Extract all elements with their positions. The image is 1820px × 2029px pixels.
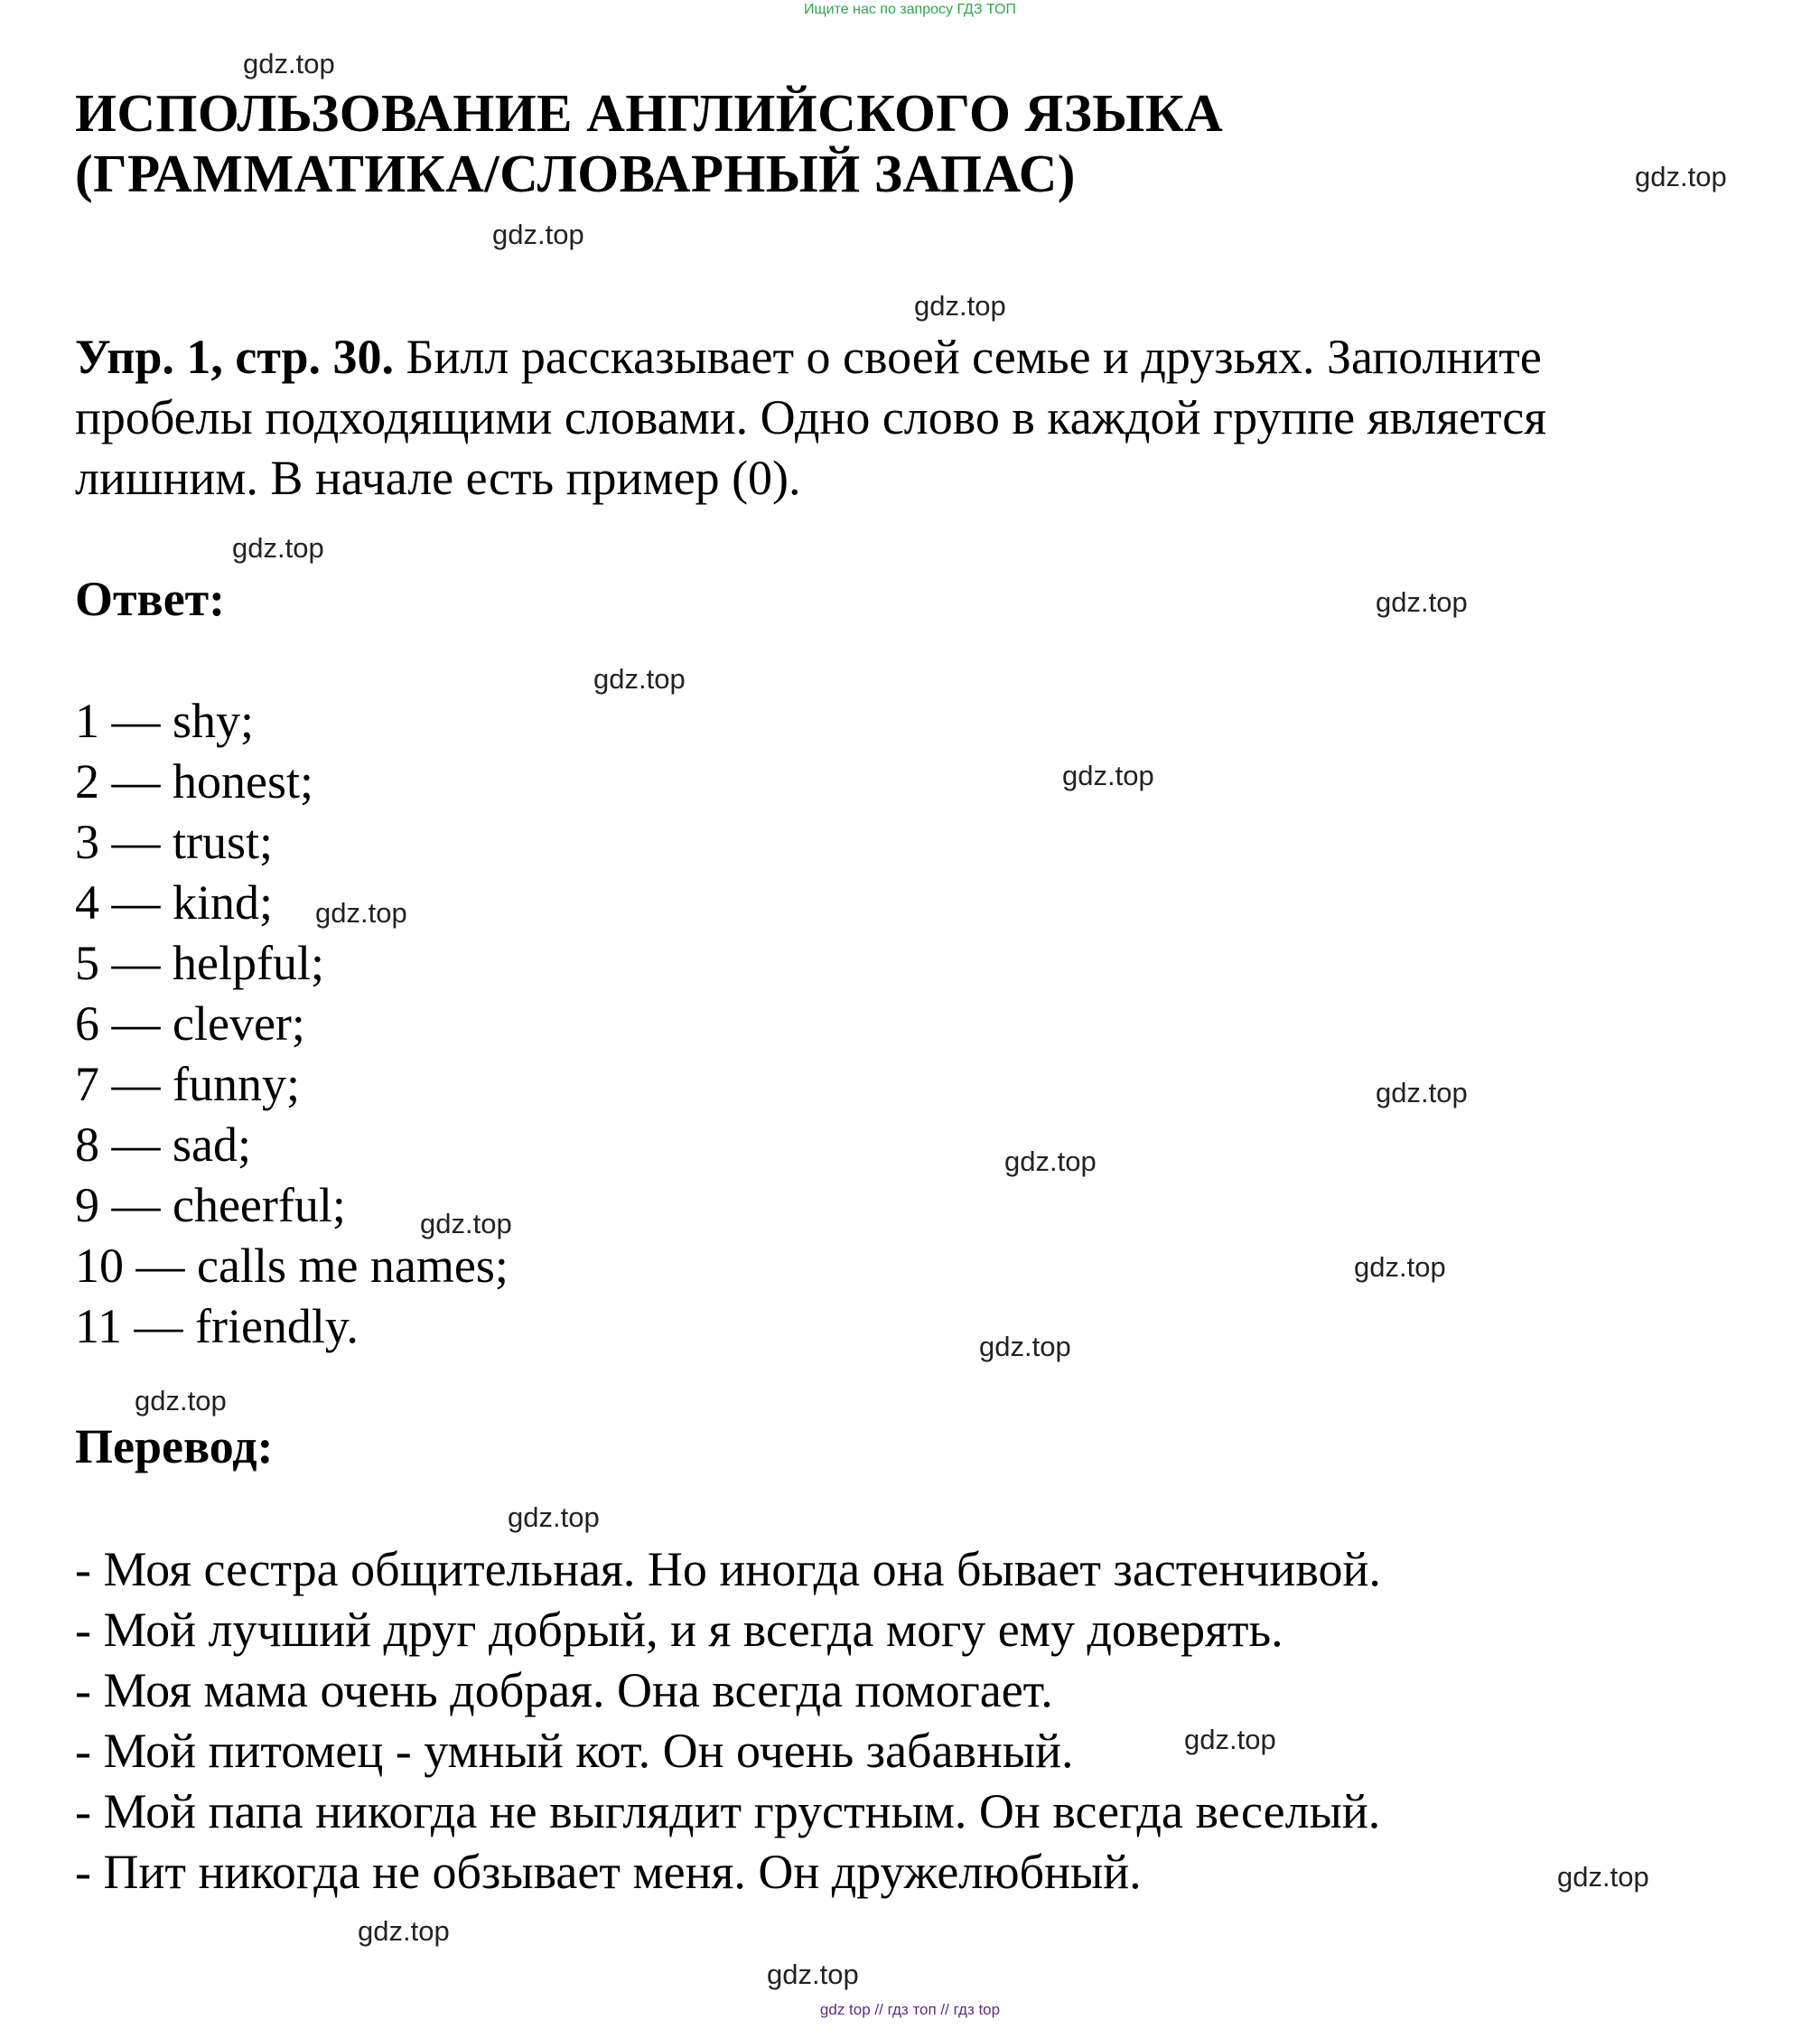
watermark: gdz.top <box>1557 1861 1649 1893</box>
translation-heading: Перевод: <box>75 1419 274 1473</box>
task-statement <box>75 327 1692 509</box>
answer-item: 4 — kind; <box>75 875 274 930</box>
watermark: gdz.top <box>1184 1724 1276 1755</box>
watermark: gdz.top <box>492 219 584 250</box>
task-label: Упр. 1, стр. 30. <box>75 330 395 384</box>
translation-line: - Мой папа никогда не выглядит грустным. Он всегда веселый. <box>75 1784 1381 1838</box>
watermark: gdz.top <box>508 1501 600 1533</box>
watermark: gdz.top <box>593 663 686 695</box>
answer-item: 5 — helpful; <box>75 936 324 990</box>
translation-line: - Моя мама очень добрая. Она всегда помогает. <box>75 1663 1053 1717</box>
translation-line: - Мой питомец - умный кот. Он очень забавный. <box>75 1724 1074 1778</box>
top-banner: Ищите нас по запросу ГДЗ ТОП <box>804 2 1016 17</box>
translation-list <box>75 1539 1381 1903</box>
answer-item: 2 — honest; <box>75 754 313 809</box>
watermark: gdz.top <box>1004 1145 1097 1177</box>
watermark: gdz.top <box>420 1208 512 1239</box>
watermark: gdz.top <box>315 897 407 929</box>
watermark: gdz.top <box>135 1385 227 1417</box>
watermark: gdz.top <box>767 1959 859 1990</box>
translation-line: - Пит никогда не обзывает меня. Он дружелюбный. <box>75 1845 1142 1899</box>
answer-item: 8 — sad; <box>75 1117 251 1172</box>
translation-line: - Мой лучший друг добрый, и я всегда могу ему доверять. <box>75 1603 1283 1657</box>
watermark: gdz.top <box>232 532 324 564</box>
answer-item: 9 — cheerful; <box>75 1178 346 1232</box>
page-title-line-2: (ГРАММАТИКА/СЛОВАРНЫЙ ЗАПАС) <box>75 144 1076 203</box>
watermark: gdz.top <box>979 1331 1071 1362</box>
answer-item: 11 — friendly. <box>75 1299 359 1353</box>
task-text: Билл рассказывает о своей семье и друзьях. Заполните пробелы подходящими словами. Одно слово в каждой группе является лишним. В начале есть пример (0). <box>75 330 1547 505</box>
page-title-line-1: ИСПОЛЬЗОВАНИЕ АНГЛИЙСКОГО ЯЗЫКА <box>75 83 1224 143</box>
page-title <box>75 83 1223 204</box>
answer-heading: Ответ: <box>75 572 226 626</box>
watermark: gdz.top <box>1376 586 1468 618</box>
watermark: gdz.top <box>1062 760 1154 791</box>
answer-item: 7 — funny; <box>75 1057 300 1111</box>
answer-item: 10 — calls me names; <box>75 1239 509 1293</box>
watermark: gdz.top <box>1635 161 1727 192</box>
watermark: gdz.top <box>914 290 1006 322</box>
watermark: gdz.top <box>1354 1251 1446 1283</box>
bottom-banner: gdz top // гдз топ // гдз top <box>819 2001 1001 2018</box>
translation-line: - Моя сестра общительная. Но иногда она бывает застенчивой. <box>75 1542 1381 1596</box>
watermark: gdz.top <box>243 48 335 79</box>
answer-item: 6 — clever; <box>75 996 305 1051</box>
answer-item: 3 — trust; <box>75 815 274 869</box>
watermark: gdz.top <box>358 1915 450 1947</box>
watermark: gdz.top <box>1376 1077 1468 1108</box>
answer-list <box>75 691 509 1357</box>
answer-item: 1 — shy; <box>75 694 255 748</box>
